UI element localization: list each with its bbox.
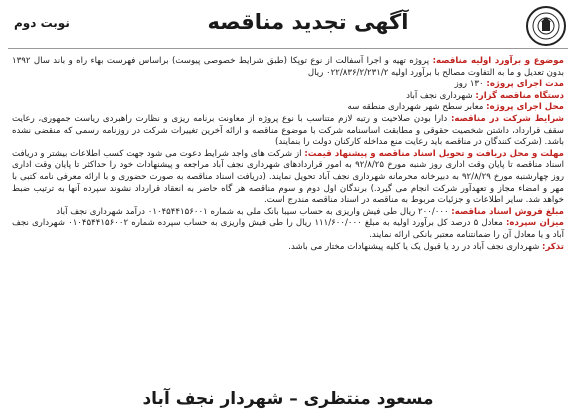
header-divider [8, 48, 568, 49]
label-organizer: دستگاه مناقصه گزار: [475, 90, 564, 101]
label-location: محل اجرای پروژه: [486, 102, 564, 113]
paragraph-deposit [12, 218, 564, 241]
paragraph-duration [12, 79, 564, 91]
text-deposit: معادل ۵ درصد کل برآورد اولیه به مبلغ ۱۱۱/۶۰۰/۰۰۰ ریال را طی فیش واریزی به حساب سپرده شماره ۰۱۰۴۵۴۴۱۵۶۰۰۲ شهرداری نجف آباد و یا معادل آن را ضمانتنامه معتبر بانکی ارائه نمایند. [12, 218, 564, 240]
publication-round: نوبت دوم [14, 16, 70, 30]
text-conditions: دارا بودن صلاحیت و رتبه لازم متناسب با نوع پروژه از معاونت برنامه ریزی و نظارت راهبردی ریاست جمهوری، رعایت سقف قرارداد، داشتن شخصیت حقوقی و مطابقت اساسنامه شرکت با موضوع مناقصه و ارائه آخرین تغییرات شرکت در روزنامه رسمی که منقضی نشده باشد. (شرکت کنندگان در مناقصه باید رعایت منع مداخله کارکنان دولت را بنمایند) [12, 113, 564, 148]
text-note: شهرداری نجف آباد در رد یا قبول یک یا کلیه پیشنهادات مختار می باشد. [288, 241, 543, 252]
text-deadline: از شرکت های واجد شرایط دعوت می شود جهت کسب اطلاعات بیشتر و دریافت اسناد مناقصه تا پایان وقت اداری روز شنبه مورخ ۹۲/۸/۲۵ به امور قراردادهای شهرداری نجف آباد مراجعه و پیشنهادات خود را حداکثر تا پایان وقت اداری روز چهارشنبه مورخ ۹۲/۸/۲۹ به دبیرخانه محرمانه شهرداری نجف آباد تحویل نمایند. (دریافت اسناد مناقصه به صورت حضوری و با ارائه معرفی نامه کتبی با مهر و امضاء مجاز و تعهدآور شرکت انجام می گیرد.) برندگان اول دوم و سوم مناقصه هر گاه حاضر به انعقاد قرارداد نشوند سپرده آنها به ترتیب ضبط خواهد شد. سایر اطلاعات و جزئیات مربوط به مناقصه در اسناد مناقصه مندرج است. [12, 148, 564, 206]
text-subject: پروژه تهیه و اجرا آسفالت از نوع توپکا (طبق شرایط خصوصی پیوست) براساس فهرست بهاء راه و باند سال ۱۳۹۲ بدون تعدیل و ما به التفاوت مصالح با برآورد اولیه ۰۲۲/۸۳۶/۲/۲۳۱/۲ ریال [12, 56, 564, 78]
paragraph-document-fee [12, 207, 564, 219]
notice-header [8, 4, 568, 50]
label-duration: مدت اجرای پروژه: [486, 79, 564, 90]
notice-title: آگهی تجدید مناقصه [207, 10, 409, 34]
emblem-icon [531, 11, 561, 41]
paragraph-deadline [12, 149, 564, 207]
label-deadline: مهلت و محل دریافت و تحویل اسناد مناقصه و پیشنهاد قیمت: [304, 148, 564, 159]
label-subject: موضوع و برآورد اولیه مناقصه: [432, 56, 564, 66]
text-document-fee: ۲۰۰/۰۰۰ ریال طی فیش واریزی به حساب سیبا بانک ملی به شماره ۰۱۰۴۵۴۴۱۵۶۰۰۱ درآمد شهرداری نجف آباد [56, 206, 452, 217]
text-location: معابر سطح شهر شهرداری منطقه سه [347, 102, 487, 113]
paragraph-subject [12, 56, 564, 79]
notice-body [12, 56, 564, 253]
label-conditions: شرایط شرکت در مناقصه: [450, 113, 564, 124]
label-note: تذکر: [542, 241, 564, 252]
text-organizer: شهرداری نجف آباد [406, 90, 476, 101]
tender-notice [8, 4, 568, 413]
paragraph-location [12, 102, 564, 114]
text-duration: ۱۳۰ روز [454, 79, 487, 90]
label-deposit: میزان سپرده: [505, 218, 564, 229]
municipality-logo [526, 6, 566, 46]
paragraph-note [12, 242, 564, 254]
paragraph-conditions [12, 114, 564, 149]
label-document-fee: مبلغ فروش اسناد مناقصه: [451, 206, 564, 217]
mayor-signature: مسعود منتظری – شهردار نجف آباد [142, 389, 434, 409]
paragraph-organizer [12, 91, 564, 103]
